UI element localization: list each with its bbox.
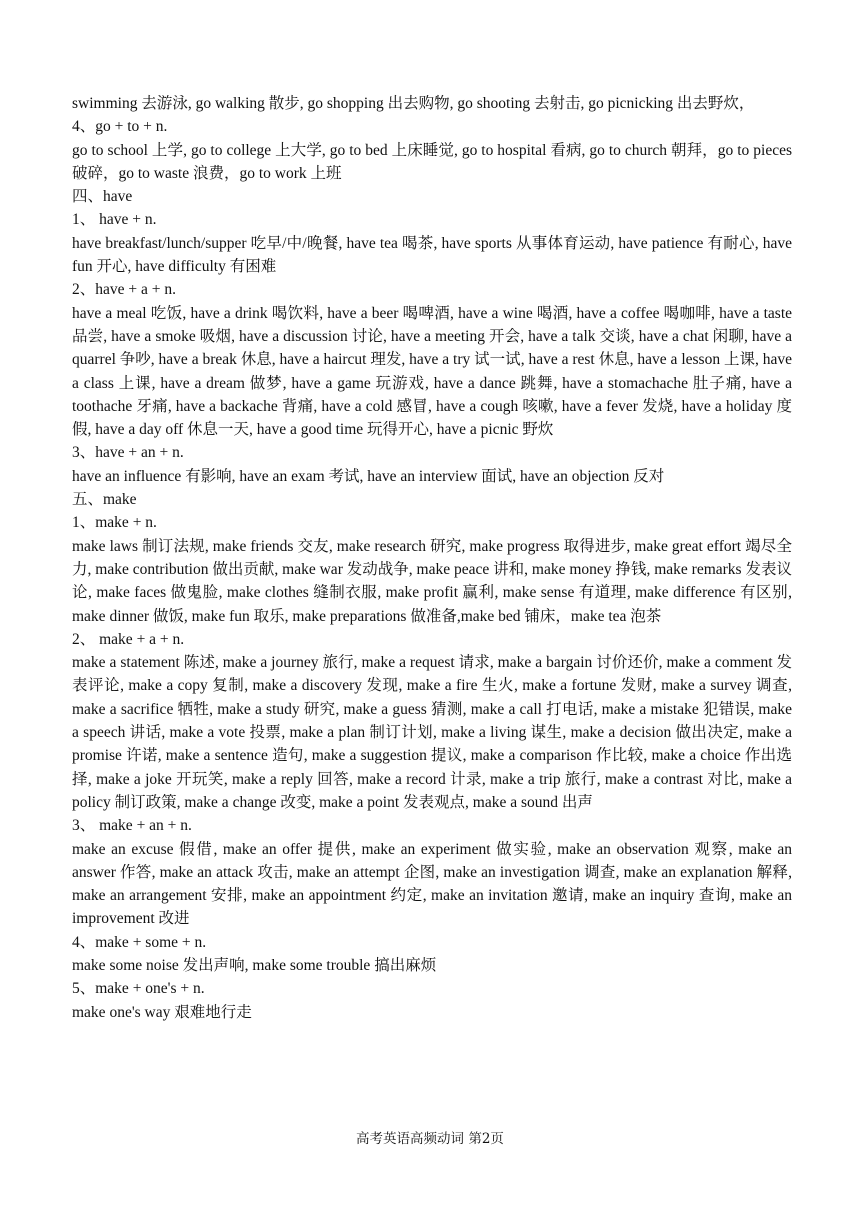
section-heading-make: 五、make <box>72 491 137 509</box>
make-a-paragraph: make a statement 陈述, make a journey 旅行, make a request 请求, make a bargain 讨价还价, make a comment 发表评论, make a copy 复制, make a discovery 发现, make a fire 生火, make a fortune 发财, make a survey 调查, make a sacrifice 牺牲, make a study 研究, make a guess 猜测, make a call 打电话, make a mistake 犯错误, make a speech 讲话, make a vote 投票, make a plan 制订计划, make a living 谋生, make a decision 做出决定, make a promise 许诺, make a sentence 造句, make a suggestion 提议, make a comparison 作比较, make a choice 作出选择, make a joke 开玩笑, make a reply 回答, make a record 计录, make a trip 旅行, make a contrast 对比, make a policy 制订政策, make a change 改变, make a point 发表观点, make a sound 出声 <box>72 654 792 811</box>
heading-make-an-n: 3、 make + an + n. <box>72 817 192 835</box>
heading-go-to-n: 4、go + to + n. <box>72 118 168 136</box>
heading-make-ones-n: 5、make + one's + n. <box>72 980 205 998</box>
have-an-paragraph: have an influence 有影响, have an exam 考试, have an interview 面试, have an objection 反对 <box>72 467 665 485</box>
have-n-paragraph: have breakfast/lunch/supper 吃早/中/晚餐, have tea 喝茶, have sports 从事体育运动, have patience 有耐心, have fun 开心, have difficulty 有困难 <box>72 234 792 276</box>
make-an-paragraph: make an excuse 假借, make an offer 提供, make an experiment 做实验, make an observation 观察, make an answer 作答, make an attack 攻击, make an attempt 企图, make an investigation 调查, make an explanation 解释, make an arrangement 安排, make an appointment 约定, make an invitation 邀请, make an inquiry 查询, make an improvement 改进 <box>72 840 792 928</box>
make-n-paragraph: make laws 制订法规, make friends 交友, make research 研究, make progress 取得进步, make great effort 竭尽全力, make contribution 做出贡献, make war 发动战争, make peace 讲和, make money 挣钱, make remarks 发表议论, make faces 做鬼脸, make clothes 缝制衣服, make profit 赢利, make sense 有道理, make difference 有区别, make dinner 做饭, make fun 取乐, make preparations 做准备,make bed 铺床，make tea 泡茶 <box>72 537 792 625</box>
have-a-paragraph: have a meal 吃饭, have a drink 喝饮料, have a beer 喝啤酒, have a wine 喝酒, have a coffee 喝咖啡, have a taste 品尝, have a smoke 吸烟, have a discussion 讨论, have a meeting 开会, have a talk 交谈, have a chat 闲聊, have a quarrel 争吵, have a break 休息, have a haircut 理发, have a try 试一试, have a rest 休息, have a lesson 上课, have a class 上课, have a dream 做梦, have a game 玩游戏, have a dance 跳舞, have a stomachache 肚子痛, have a toothache 牙痛, have a backache 背痛, have a cold 感冒, have a cough 咳嗽, have a fever 发烧, have a holiday 度假, have a day off 休息一天, have a good time 玩得开心, have a picnic 野炊 <box>72 304 792 439</box>
heading-have-n: 1、 have + n. <box>72 211 157 229</box>
heading-make-some-n: 4、make + some + n. <box>72 933 207 951</box>
make-ones-paragraph: make one's way 艰难地行走 <box>72 1003 252 1021</box>
go-to-paragraph: go to school 上学, go to college 上大学, go to bed 上床睡觉, go to hospital 看病, go to church 朝拜，go to pieces 破碎，go to waste 浪费，go to work 上班 <box>72 141 792 182</box>
page-footer: 高考英语高频动词 第2页 <box>356 1131 504 1147</box>
make-some-paragraph: make some noise 发出声响, make some trouble 搞出麻烦 <box>72 956 437 974</box>
heading-make-n: 1、make + n. <box>72 514 157 532</box>
section-heading-have: 四、have <box>72 188 133 206</box>
go-continuation-paragraph: swimming 去游泳, go walking 散步, go shopping 出去购物, go shooting 去射击, go picnicking 出去野炊， <box>72 95 755 112</box>
heading-have-an-n: 3、have + an + n. <box>72 444 184 462</box>
heading-have-a-n: 2、have + a + n. <box>72 281 176 299</box>
document-body <box>72 92 792 1024</box>
heading-make-a-n: 2、 make + a + n. <box>72 630 185 648</box>
